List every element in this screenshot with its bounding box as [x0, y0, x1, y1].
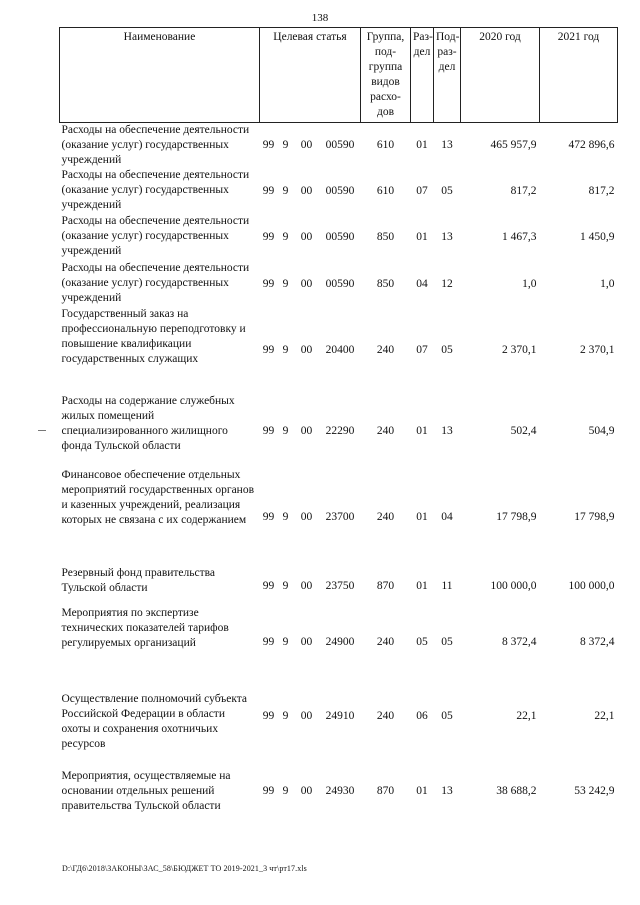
expense-group: 610 [376, 184, 395, 197]
amount-2020: 38 688,2 [496, 784, 537, 797]
target-code-3: 00 [300, 344, 313, 356]
subsection-code: 12 [441, 277, 453, 290]
table-row [60, 755, 618, 827]
subsection-code: 13 [441, 139, 453, 151]
table-header-row [60, 28, 618, 123]
row-name: Расходы на обеспечение деятельности (оказание услуг) государственных учреждений [61, 124, 250, 166]
target-code-2: 9 [282, 277, 289, 290]
expense-group: 850 [376, 277, 395, 290]
subsection-code: 13 [441, 424, 453, 437]
page-number: 138 [311, 12, 329, 24]
subsection-code: 04 [441, 510, 453, 523]
table-row [60, 394, 618, 468]
header-name: Наименование [60, 28, 260, 123]
target-code-4: 20400 [325, 344, 355, 356]
target-code-4: 24910 [325, 710, 355, 722]
amount-2021: 1,0 [600, 277, 615, 290]
amount-2021: 1 450,9 [580, 231, 615, 243]
amount-2021: 53 242,9 [574, 784, 615, 797]
target-code-1: 99 [262, 344, 275, 356]
target-code-4: 00590 [325, 184, 355, 197]
target-code-4: 00590 [325, 231, 355, 243]
section-code: 01 [416, 424, 428, 437]
target-code-2: 9 [282, 344, 289, 356]
expense-group: 240 [376, 424, 395, 437]
table-row [60, 307, 618, 394]
target-code-1: 99 [262, 424, 275, 437]
section-code: 01 [416, 231, 428, 243]
target-code-2: 9 [282, 579, 289, 592]
target-code-1: 99 [262, 277, 275, 290]
amount-2020: 1 467,3 [502, 231, 537, 243]
target-code-4: 00590 [325, 139, 355, 151]
target-code-3: 00 [300, 635, 313, 648]
subsection-code: 05 [441, 184, 453, 197]
row-name: Финансовое обеспечение отдельных мероприятий государственных органов и казенных учреждений, реализация которых не связана с их содержанием [61, 469, 255, 526]
amount-2020: 1,0 [522, 277, 537, 290]
expense-group: 610 [376, 139, 395, 151]
expense-group: 850 [376, 231, 395, 243]
section-code: 04 [416, 277, 428, 290]
expense-group: 870 [376, 579, 395, 592]
subsection-code: 05 [441, 344, 453, 356]
section-code: 01 [416, 139, 428, 151]
target-code-2: 9 [282, 635, 289, 648]
header-section: Раз- дел [411, 28, 434, 123]
target-code-1: 99 [262, 784, 275, 797]
budget-table [59, 27, 618, 827]
header-2020: 2020 год [461, 28, 540, 123]
target-code-3: 00 [300, 184, 313, 197]
expense-group: 240 [376, 510, 395, 523]
section-code: 06 [416, 710, 428, 722]
amount-2020: 100 000,0 [490, 579, 537, 592]
target-code-3: 00 [300, 231, 313, 243]
target-code-2: 9 [282, 231, 289, 243]
expense-group: 240 [376, 710, 395, 722]
section-code: 07 [416, 184, 428, 197]
amount-2020: 17 798,9 [496, 510, 537, 523]
target-code-1: 99 [262, 139, 275, 151]
subsection-code: 13 [441, 231, 453, 243]
row-name: Расходы на обеспечение деятельности (оказание услуг) государственных учреждений [61, 215, 250, 257]
amount-2021: 22,1 [594, 710, 615, 722]
amount-2021: 8 372,4 [580, 635, 615, 648]
subsection-code: 13 [441, 784, 453, 797]
target-code-1: 99 [262, 184, 275, 197]
amount-2020: 2 370,1 [502, 344, 537, 356]
file-path-footer: D:\ГД6\2018\ЗАКОНЫ\ЗАС_58\БЮДЖЕТ ТО 2019-2021_3 чт\рт17.xls [62, 864, 307, 873]
target-code-3: 00 [300, 579, 313, 592]
header-subsection: Под- раз- дел [434, 28, 461, 123]
target-code-1: 99 [262, 710, 275, 722]
subsection-code: 11 [441, 579, 453, 592]
amount-2020: 465 957,9 [490, 139, 537, 151]
table-row [60, 566, 618, 606]
target-code-3: 00 [300, 139, 313, 151]
target-code-2: 9 [282, 184, 289, 197]
table-row [60, 214, 618, 261]
target-code-4: 23750 [325, 579, 355, 592]
expense-group: 870 [376, 784, 395, 797]
table-row [60, 468, 618, 566]
target-code-2: 9 [282, 424, 289, 437]
section-code: 01 [416, 579, 428, 592]
row-name: Мероприятия по экспертизе технических показателей тарифов регулируемых организаций [61, 607, 229, 649]
row-name: Мероприятия, осуществляемые на основании отдельных решений правительства Тульской области [61, 770, 231, 812]
row-name: Осуществление полномочий субъекта Российской Федерации в области охоты и сохранения охотничьих ресурсов [61, 693, 248, 750]
subsection-code: 05 [441, 635, 453, 648]
amount-2021: 817,2 [588, 184, 615, 197]
amount-2020: 817,2 [510, 184, 537, 197]
table-row [60, 261, 618, 307]
table-row [60, 606, 618, 678]
table-row [60, 678, 618, 755]
target-code-2: 9 [282, 710, 289, 722]
target-code-1: 99 [262, 579, 275, 592]
row-name: Расходы на содержание служебных жилых помещений специализированного жилищного фонда Тульской области [61, 395, 235, 452]
amount-2021: 17 798,9 [574, 510, 615, 523]
target-code-4: 24900 [325, 635, 355, 648]
section-code: 05 [416, 635, 428, 648]
section-code: 01 [416, 510, 428, 523]
target-code-3: 00 [300, 710, 313, 722]
amount-2021: 2 370,1 [580, 344, 615, 356]
subsection-code: 05 [441, 710, 453, 722]
header-2021: 2021 год [540, 28, 618, 123]
target-code-4: 00590 [325, 277, 355, 290]
amount-2020: 8 372,4 [502, 635, 537, 648]
amount-2021: 100 000,0 [568, 579, 615, 592]
target-code-3: 00 [300, 277, 313, 290]
target-code-1: 99 [262, 635, 275, 648]
section-code: 07 [416, 344, 428, 356]
target-code-3: 00 [300, 784, 313, 797]
table-row [60, 168, 618, 214]
target-code-2: 9 [282, 784, 289, 797]
header-group: Группа, под- группа видов расхо- дов [361, 28, 411, 123]
amount-2020: 22,1 [516, 710, 537, 722]
section-code: 01 [416, 784, 428, 797]
expense-group: 240 [376, 635, 395, 648]
target-code-3: 00 [300, 424, 313, 437]
target-code-1: 99 [262, 231, 275, 243]
header-target: Целевая статья [260, 28, 361, 123]
target-code-1: 99 [262, 510, 275, 523]
amount-2021: 504,9 [588, 424, 615, 437]
table-row [60, 123, 618, 169]
amount-2020: 502,4 [510, 424, 537, 437]
margin-mark [38, 430, 46, 431]
row-name: Государственный заказ на профессиональную переподготовку и повышение квалификации государственных служащих [61, 308, 246, 365]
amount-2021: 472 896,6 [568, 139, 615, 151]
row-name: Резервный фонд правительства Тульской области [61, 567, 216, 594]
row-name: Расходы на обеспечение деятельности (оказание услуг) государственных учреждений [61, 169, 250, 211]
target-code-2: 9 [282, 510, 289, 523]
target-code-3: 00 [300, 510, 313, 523]
target-code-2: 9 [282, 139, 289, 151]
row-name: Расходы на обеспечение деятельности (оказание услуг) государственных учреждений [61, 262, 250, 304]
target-code-4: 24930 [325, 784, 355, 797]
expense-group: 240 [376, 344, 395, 356]
target-code-4: 22290 [325, 424, 355, 437]
target-code-4: 23700 [325, 510, 355, 523]
